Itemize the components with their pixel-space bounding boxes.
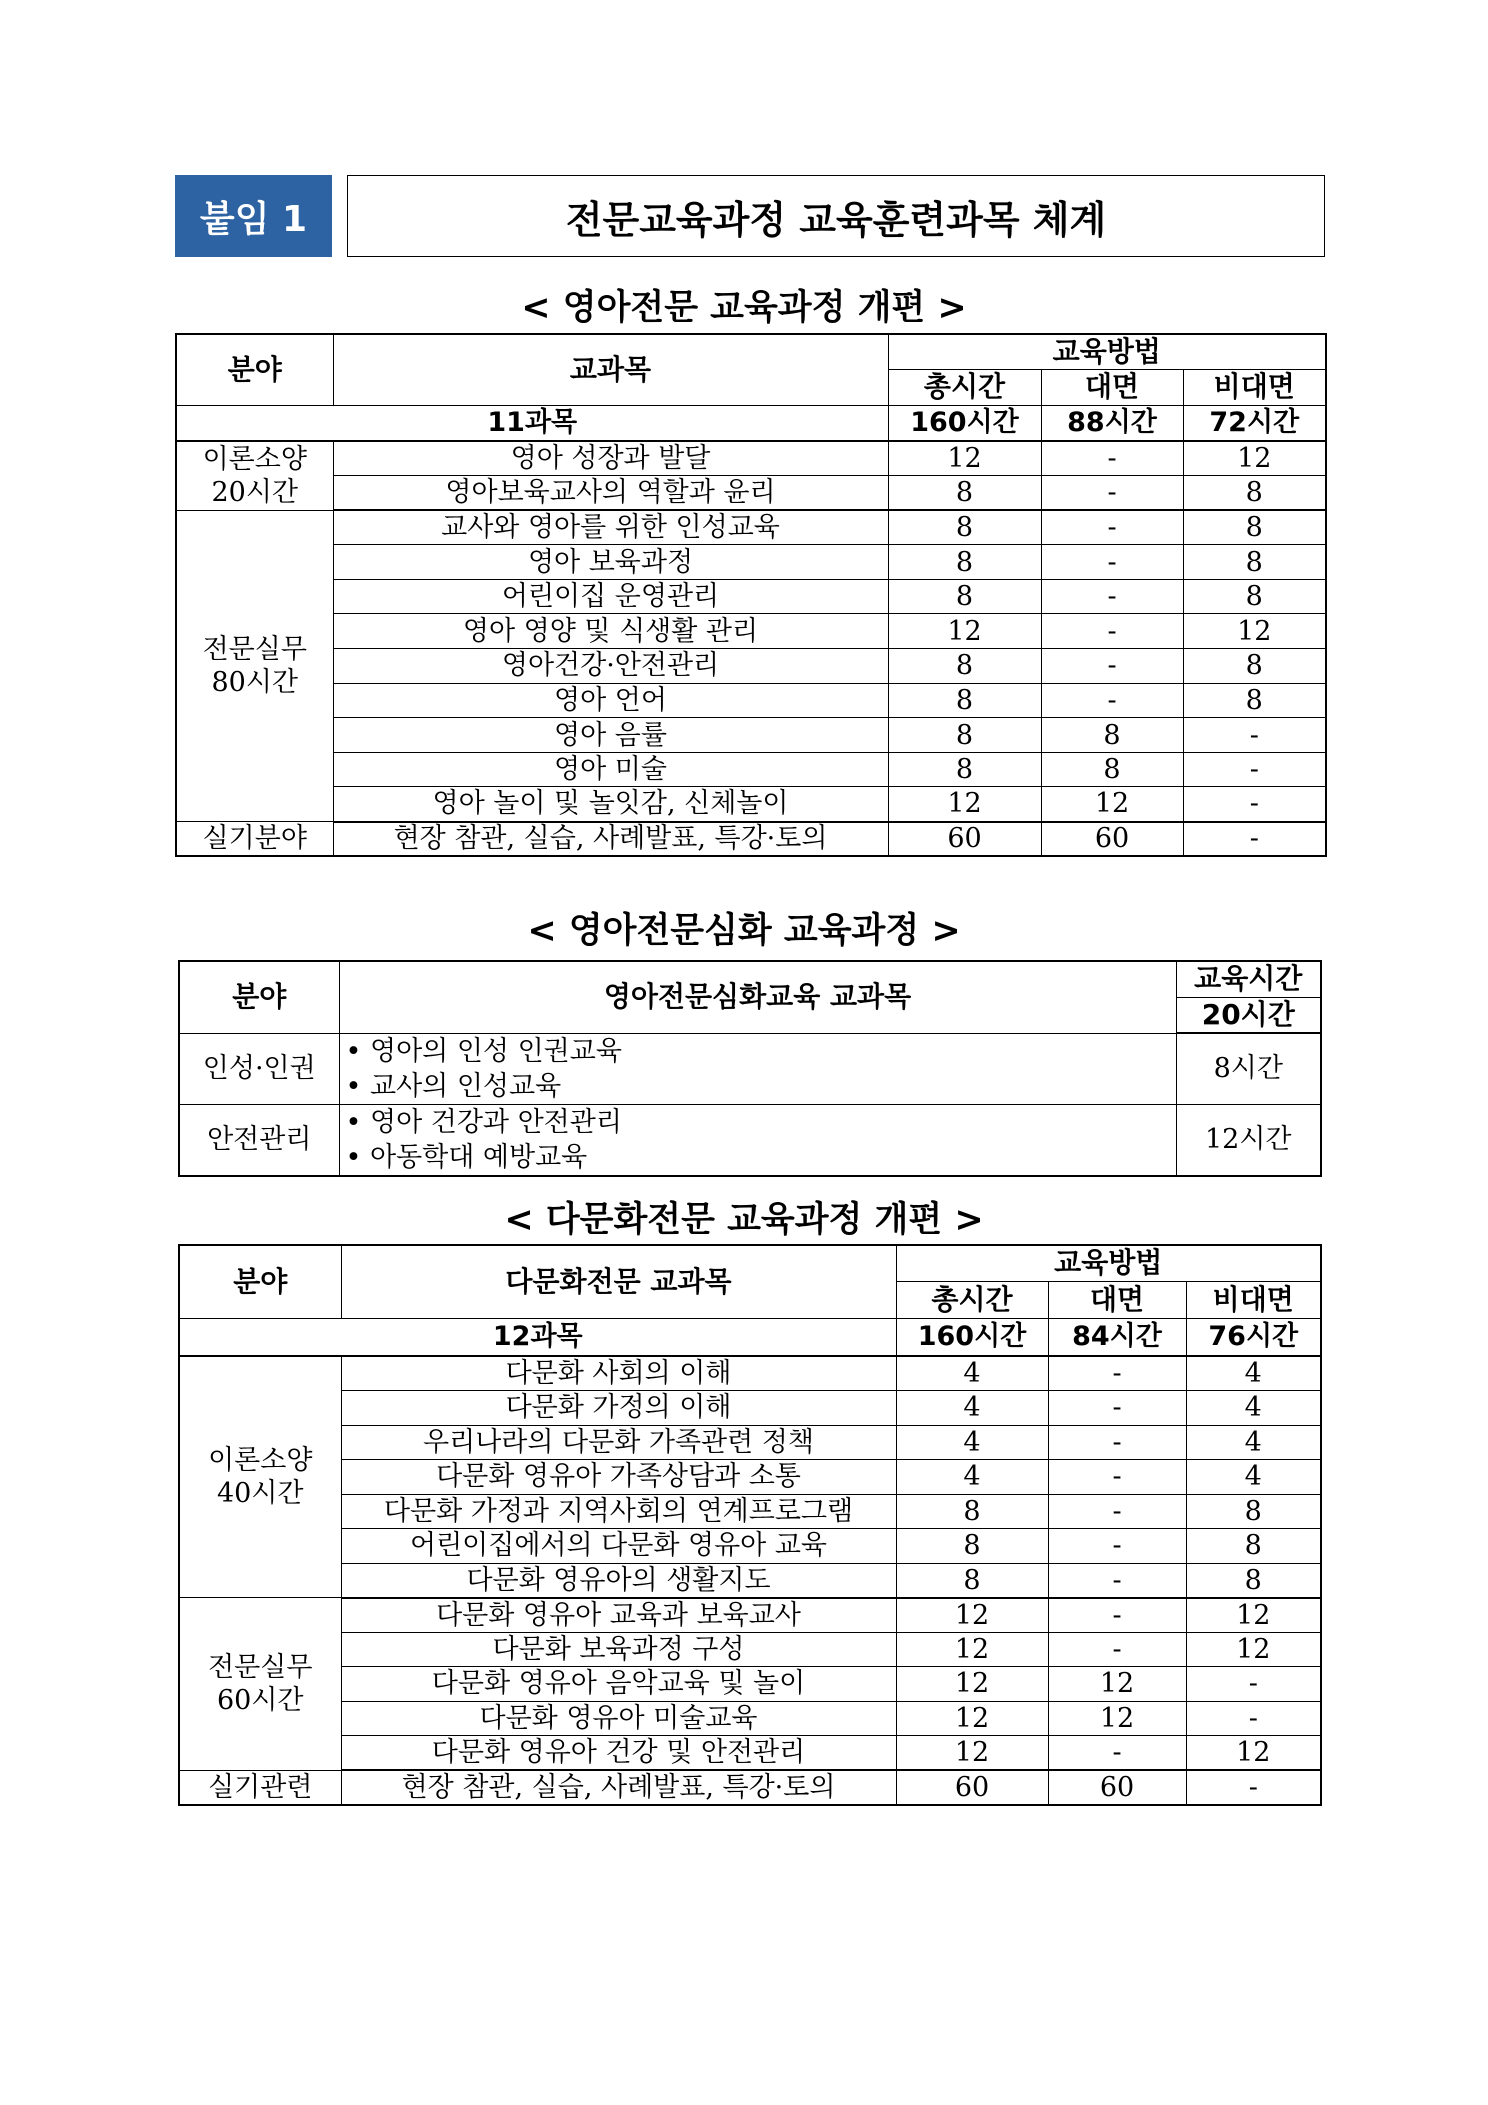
total-hours-cell: 8 [888,476,1041,511]
section1-title: < 영아전문 교육과정 개편 > [521,288,967,328]
total-hours-cell: 4 [896,1356,1048,1391]
nonface-hours-cell: 4 [1186,1425,1321,1460]
total-hours-cell: 12 [896,1598,1048,1633]
subject-cell: 다문화 가정과 지역사회의 연계프로그램 [341,1494,896,1529]
multicultural-course-table [178,1244,1322,1806]
list-item: • 영아 건강과 안전관리 [345,1106,622,1138]
summary-total: 160시간 [896,1318,1048,1356]
nonface-hours-cell: 4 [1186,1356,1321,1391]
subject-cell: 다문화 영유아 건강 및 안전관리 [341,1736,896,1771]
face-hours-cell: - [1048,1736,1186,1771]
table-row [179,1598,1321,1633]
col-nonface-header: 비대면 [1183,369,1326,405]
subject-cell: 어린이집에서의 다문화 영유아 교육 [341,1529,896,1564]
nonface-hours-cell: 12 [1183,614,1326,649]
total-hours-cell: 12 [896,1667,1048,1702]
summary-subjects: 11과목 [176,405,888,441]
face-hours-cell: - [1048,1460,1186,1495]
table-row [179,1425,1321,1460]
section2-title: < 영아전문심화 교육과정 > [527,911,961,951]
nonface-hours-cell: - [1183,787,1326,822]
face-hours-cell: - [1048,1529,1186,1564]
col-field-header: 분야 [176,334,333,405]
list-item: • 아동학대 예방교육 [345,1141,588,1173]
table-row [179,1701,1321,1736]
subject-cell: 영아 놀이 및 놀잇감, 신체놀이 [333,787,888,822]
table-row [176,787,1326,822]
nonface-hours-cell: - [1186,1667,1321,1702]
subject-cell: 다문화 보육과정 구성 [341,1632,896,1667]
face-hours-cell: - [1048,1494,1186,1529]
table-row [179,1667,1321,1702]
col-face-header: 대면 [1041,369,1183,405]
subject-cell: 영아건강·안전관리 [333,649,888,684]
subject-cell: 영아 언어 [333,683,888,718]
total-hours-cell: 8 [888,718,1041,753]
total-hours-cell: 4 [896,1391,1048,1426]
table-row [176,649,1326,684]
total-hours-cell: 8 [896,1529,1048,1564]
total-hours-cell: 12 [896,1736,1048,1771]
table-row [176,683,1326,718]
field-name: 실기분야 [202,823,307,855]
table-row [179,1563,1321,1598]
summary-subjects: 12과목 [179,1318,896,1356]
face-hours-cell: - [1041,683,1183,718]
total-hours-cell: 8 [888,752,1041,787]
section3-title: < 다문화전문 교육과정 개편 > [504,1200,984,1240]
nonface-hours-cell: 12 [1186,1598,1321,1633]
nonface-hours-cell: 8 [1186,1563,1321,1598]
subject-cell: 우리나라의 다문화 가족관련 정책 [341,1425,896,1460]
total-hours-cell: 12 [888,441,1041,476]
infant-advanced-table [178,960,1322,1177]
face-hours-cell: 8 [1041,718,1183,753]
subject-cell: 영아 음률 [333,718,888,753]
nonface-hours-cell: 8 [1183,545,1326,580]
col-total-header: 총시간 [896,1281,1048,1318]
time-cell: 12시간 [1176,1104,1321,1176]
total-hours-cell: 8 [888,649,1041,684]
col-field-header: 분야 [179,961,339,1033]
col-method-header: 교육방법 [888,334,1326,369]
table-row [179,1391,1321,1426]
nonface-hours-cell: 8 [1183,649,1326,684]
summary-nonface: 72시간 [1183,405,1326,441]
table-row [176,822,1326,857]
subject-list [339,1104,1176,1176]
field-cell [179,1598,341,1771]
total-hours-cell: 60 [896,1770,1048,1805]
nonface-hours-cell: 8 [1183,476,1326,511]
table-row [176,441,1326,476]
subject-cell: 어린이집 운영관리 [333,579,888,614]
subject-cell: 현장 참관, 실습, 사례발표, 특강·토의 [341,1770,896,1805]
table-row [176,718,1326,753]
page-header [175,175,1325,257]
nonface-hours-cell: 4 [1186,1460,1321,1495]
subject-cell: 다문화 영유아 음악교육 및 놀이 [341,1667,896,1702]
field-name: 실기관련 [208,1771,313,1803]
nonface-hours-cell: 12 [1183,441,1326,476]
nonface-hours-cell: - [1186,1770,1321,1805]
field-name: 이론소양 [202,443,307,475]
total-hours-cell: 4 [896,1425,1048,1460]
table-row [176,614,1326,649]
face-hours-cell: 12 [1041,787,1183,822]
table-row [179,1770,1321,1805]
face-hours-cell: - [1041,545,1183,580]
face-hours-cell: 12 [1048,1667,1186,1702]
total-hours-cell: 8 [888,579,1041,614]
nonface-hours-cell: - [1183,822,1326,857]
nonface-hours-cell: - [1186,1701,1321,1736]
summary-face: 84시간 [1048,1318,1186,1356]
subject-cell: 다문화 영유아 미술교육 [341,1701,896,1736]
total-hours-cell: 12 [896,1632,1048,1667]
subject-cell: 교사와 영아를 위한 인성교육 [333,510,888,545]
table-row [179,1529,1321,1564]
field-cell [179,1770,341,1805]
infant-course-table [175,333,1327,857]
col-nonface-header: 비대면 [1186,1281,1321,1318]
subject-cell: 다문화 사회의 이해 [341,1356,896,1391]
face-hours-cell: - [1041,649,1183,684]
nonface-hours-cell: - [1183,718,1326,753]
nonface-hours-cell: 8 [1183,510,1326,545]
total-hours-cell: 8 [888,510,1041,545]
nonface-hours-cell: 4 [1186,1391,1321,1426]
face-hours-cell: 60 [1041,822,1183,857]
subject-cell: 다문화 가정의 이해 [341,1391,896,1426]
col-subject-header: 다문화전문 교과목 [341,1245,896,1318]
field-cell [176,510,333,821]
face-hours-cell: - [1041,476,1183,511]
subject-cell: 영아 성장과 발달 [333,441,888,476]
table-row [179,1494,1321,1529]
face-hours-cell: 8 [1041,752,1183,787]
col-subject-header: 교과목 [333,334,888,405]
summary-nonface: 76시간 [1186,1318,1321,1356]
face-hours-cell: - [1048,1563,1186,1598]
subject-cell: 영아 영양 및 식생활 관리 [333,614,888,649]
list-item: • 교사의 인성교육 [345,1070,562,1102]
nonface-hours-cell: 8 [1186,1494,1321,1529]
total-hours-cell: 12 [888,614,1041,649]
attachment-badge: 붙임 1 [175,175,332,257]
table-row [179,1356,1321,1391]
col-subject-header: 영아전문심화교육 교과목 [339,961,1176,1033]
face-hours-cell: - [1041,510,1183,545]
total-hours-cell: 4 [896,1460,1048,1495]
nonface-hours-cell: - [1183,752,1326,787]
field-name: 이론소양 [208,1445,313,1476]
col-total-header: 총시간 [888,369,1041,405]
field-hours: 80시간 [211,666,299,698]
total-hours-cell: 8 [888,545,1041,580]
total-hours-cell: 8 [896,1494,1048,1529]
table-row [176,579,1326,614]
face-hours-cell: - [1048,1425,1186,1460]
total-hours-cell: 12 [896,1701,1048,1736]
field-cell [179,1356,341,1598]
subject-cell: 다문화 영유아 가족상담과 소통 [341,1460,896,1495]
subject-cell: 다문화 영유아 교육과 보육교사 [341,1598,896,1633]
summary-face: 88시간 [1041,405,1183,441]
subject-cell: 영아 보육과정 [333,545,888,580]
field-name: 전문실무 [202,633,307,665]
table-row [176,510,1326,545]
field-hours: 60시간 [216,1684,304,1716]
table-row [176,545,1326,580]
subject-list [339,1033,1176,1104]
col-field-header: 분야 [179,1245,341,1318]
field-hours: 40시간 [216,1478,304,1509]
page-title: 전문교육과정 교육훈련과목 체계 [347,175,1325,257]
nonface-hours-cell: 8 [1183,683,1326,718]
table-row [176,476,1326,511]
nonface-hours-cell: 8 [1183,579,1326,614]
field-cell: 인성·인권 [179,1033,339,1104]
table-row [179,1736,1321,1771]
face-hours-cell: - [1041,614,1183,649]
field-cell [176,822,333,857]
list-item: • 영아의 인성 인권교육 [345,1035,622,1067]
subject-cell: 다문화 영유아의 생활지도 [341,1563,896,1598]
face-hours-cell: - [1048,1598,1186,1633]
total-hours-cell: 8 [896,1563,1048,1598]
table-row [179,1460,1321,1495]
face-hours-cell: - [1041,441,1183,476]
field-cell: 안전관리 [179,1104,339,1176]
subject-cell: 영아 미술 [333,752,888,787]
field-cell [176,441,333,510]
nonface-hours-cell: 8 [1186,1529,1321,1564]
table-row [179,1632,1321,1667]
subject-cell: 현장 참관, 실습, 사례발표, 특강·토의 [333,822,888,857]
nonface-hours-cell: 12 [1186,1632,1321,1667]
field-name: 전문실무 [208,1651,313,1683]
nonface-hours-cell: 12 [1186,1736,1321,1771]
total-hours-cell: 8 [888,683,1041,718]
face-hours-cell: - [1048,1632,1186,1667]
face-hours-cell: 60 [1048,1770,1186,1805]
face-hours-cell: 12 [1048,1701,1186,1736]
face-hours-cell: - [1041,579,1183,614]
table-row [176,752,1326,787]
subject-cell: 영아보육교사의 역할과 윤리 [333,476,888,511]
col-time-total: 20시간 [1176,997,1321,1033]
total-hours-cell: 60 [888,822,1041,857]
summary-total: 160시간 [888,405,1041,441]
face-hours-cell: - [1048,1391,1186,1426]
field-hours: 20시간 [211,476,299,508]
col-method-header: 교육방법 [896,1245,1321,1281]
face-hours-cell: - [1048,1356,1186,1391]
col-time-header: 교육시간 [1176,961,1321,997]
total-hours-cell: 12 [888,787,1041,822]
col-face-header: 대면 [1048,1281,1186,1318]
time-cell: 8시간 [1176,1033,1321,1104]
